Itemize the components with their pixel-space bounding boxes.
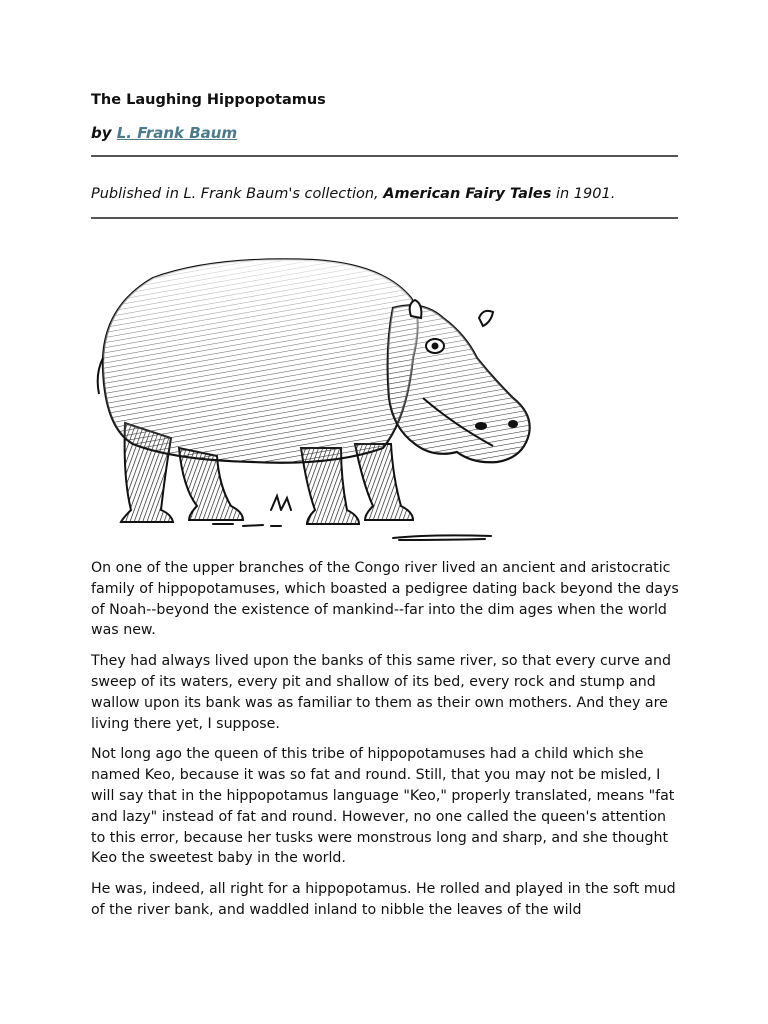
published-suffix: in 1901.	[555, 186, 616, 202]
fore-leg-front	[355, 444, 413, 520]
story-body	[91, 558, 681, 931]
published-prefix: Published in L. Frank Baum's collection,	[91, 186, 379, 202]
nostril	[475, 422, 487, 430]
story-title: The Laughing Hippopotamus	[91, 92, 326, 108]
author-link[interactable]: L. Frank Baum	[116, 124, 238, 142]
paragraph-2: They had always lived upon the banks of this same river, so that every curve and sweep of its waters, every pit and shallow of its bed, every rock and stump and wallow upon its bank was as familiar to them as their own mothers. And they are living there yet, I suppose.	[91, 653, 671, 732]
paragraph-4: He was, indeed, all right for a hippopotamus. He rolled and played in the soft mud of the river bank, and waddled inland to nibble the leaves of the wild	[91, 881, 676, 918]
byline-prefix: by	[91, 124, 112, 142]
collection-title: American Fairy Tales	[383, 186, 552, 202]
paragraph-1: On one of the upper branches of the Congo river lived an ancient and aristocratic family of hippopotamuses, which boasted a pedigree dating back beyond the days of Noah--beyond the existence of mankind--far into the dim ages when the world was new.	[91, 560, 679, 639]
byline	[91, 124, 237, 142]
publication-note	[91, 186, 615, 202]
ear-right	[479, 311, 493, 326]
divider-bottom	[91, 217, 678, 219]
ear-left	[410, 300, 422, 318]
divider-top	[91, 155, 678, 157]
hippopotamus-illustration	[93, 248, 543, 548]
paragraph-3: Not long ago the queen of this tribe of hippopotamuses had a child which she named Keo, because it was so fat and round. Still, that you may not be misled, I will say that in the hippopotamus language "Keo," properly translated, means "fat and lazy" instead of fat and round. However, no one called the queen's attention to this error, because her tusks were monstrous long and sharp, and she thought Keo the sweetest baby in the world.	[91, 746, 675, 867]
